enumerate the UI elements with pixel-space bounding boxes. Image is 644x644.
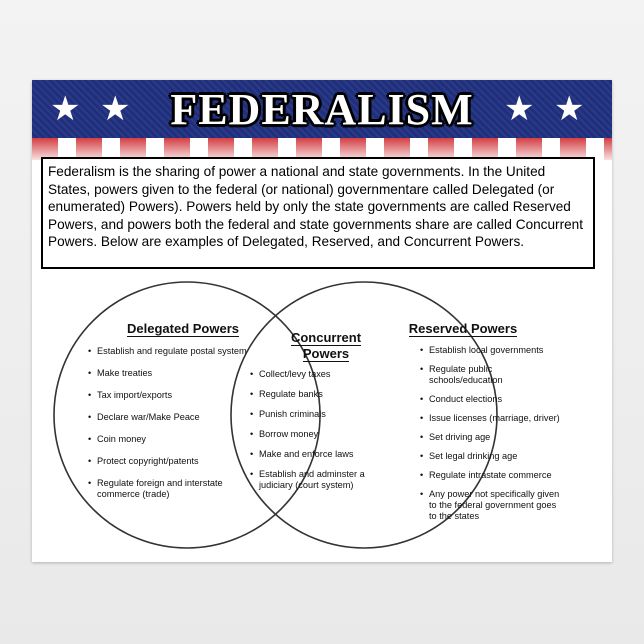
intro-text-box: Federalism is the sharing of power a national and state governments. In the United States, powers given to the federal (or national) governmentare called Delegated (or enumerated) Powers). Powers held by only the state governments are called Reserved Powers, and powers both the federal and state governments share are called Concurrent Powers. Below are examples of Delegated, Reserved, and Concurrent Powers. [41, 157, 595, 269]
reserved-item: • Regulate intrastate commerce [420, 470, 560, 481]
reserved-item: • Establish local governments [420, 345, 560, 356]
concurrent-item: • Borrow money [250, 429, 380, 440]
star-icon: ★ [504, 89, 535, 129]
reserved-item: • Conduct elections [420, 394, 560, 405]
delegated-item: • Protect copyright/patents [88, 456, 260, 467]
reserved-heading: Reserved Powers [408, 321, 518, 336]
poster-title: FEDERALISM [170, 85, 474, 134]
concurrent-item: • Regulate banks [250, 389, 380, 400]
concurrent-item: • Punish criminals [250, 409, 380, 420]
star-icon: ★ [554, 89, 585, 129]
delegated-item: • Coin money [88, 434, 260, 445]
concurrent-list [250, 369, 380, 491]
concurrent-item: • Establish and adminster a judiciary (court system) [250, 469, 380, 491]
delegated-list [88, 346, 260, 500]
reserved-item: • Set legal drinking age [420, 451, 560, 462]
delegated-item: • Tax import/exports [88, 390, 260, 401]
reserved-item: • Issue licenses (marriage, driver) [420, 413, 560, 424]
delegated-item: • Regulate foreign and interstate commerce (trade) [88, 478, 260, 500]
concurrent-heading: Concurrent Powers [290, 330, 362, 361]
federalism-poster [32, 80, 612, 562]
reserved-list [420, 345, 560, 522]
concurrent-item: • Collect/levy taxes [250, 369, 380, 380]
concurrent-item: • Make and enforce laws [250, 449, 380, 460]
reserved-item: • Set driving age [420, 432, 560, 443]
delegated-item: • Make treaties [88, 368, 260, 379]
delegated-heading: Delegated Powers [127, 321, 239, 336]
reserved-item: • Regulate public schools/education [420, 364, 560, 386]
delegated-item: • Establish and regulate postal system [88, 346, 260, 357]
star-icon: ★ [100, 89, 131, 129]
delegated-item: • Declare war/Make Peace [88, 412, 260, 423]
reserved-item: • Any power not specifically given to the federal government goes to the states [420, 489, 560, 522]
star-icon: ★ [50, 89, 81, 129]
